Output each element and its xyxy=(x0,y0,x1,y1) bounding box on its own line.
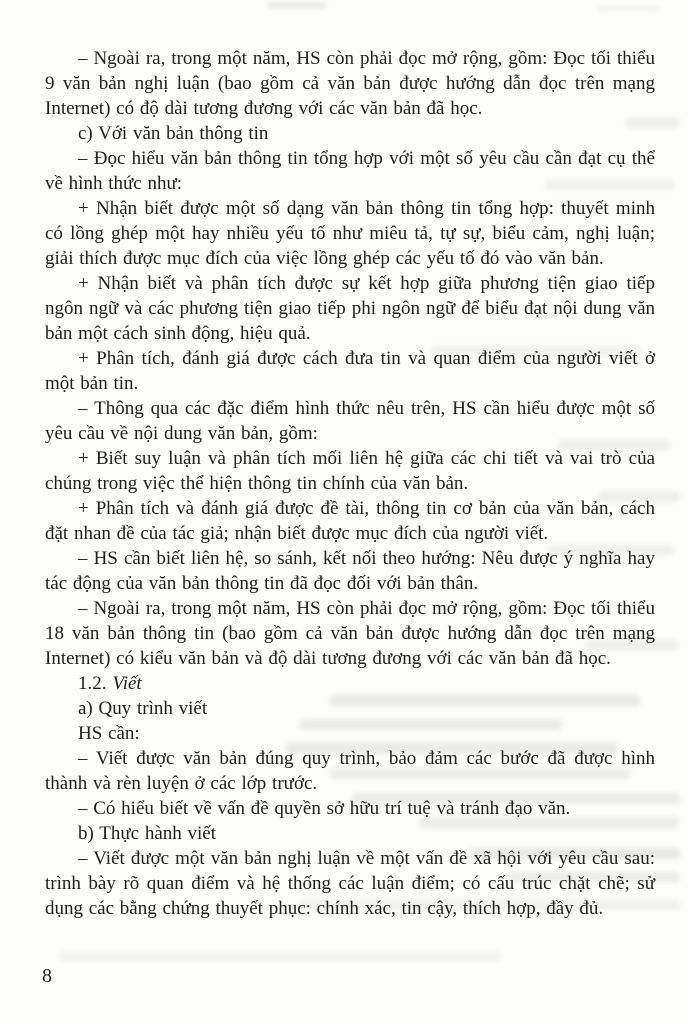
paragraph: – Ngoài ra, trong một năm, HS còn phải đọc mở rộng, gồm: Đọc tối thiểu 18 văn bản thông tin (bao gồm cả văn bản được hướng dẫn đọc trên mạng Internet) có kiểu văn bản và độ dài tương đương với các văn bản đã học. xyxy=(45,598,655,669)
list-heading-b: b) Thực hành viết xyxy=(78,823,216,844)
section-heading xyxy=(45,671,655,696)
list-heading-a: a) Quy trình viết xyxy=(78,698,208,719)
paragraph: + Phân tích và đánh giá được đề tài, thông tin cơ bản của văn bản, cách đặt nhan đề của tác giả; nhận biết được mục đích của người viết. xyxy=(45,498,655,544)
page-number: 8 xyxy=(42,965,52,987)
paragraph: – Viết được văn bản đúng quy trình, bảo đảm các bước đã được hình thành và rèn luyện ở các lớp trước. xyxy=(45,748,655,794)
section-title: Viết xyxy=(112,673,142,694)
paragraph: + Nhận biết được một số dạng văn bản thông tin tổng hợp: thuyết minh có lồng ghép một hay nhiều yếu tố như miêu tả, tự sự, biểu cảm, nghị luận; giải thích được mục đích của việc lồng ghép các yếu tố đó vào văn bản. xyxy=(45,198,655,269)
paragraph: HS cần: xyxy=(78,723,140,744)
paragraph: – Viết được một văn bản nghị luận về một vấn đề xã hội với yêu cầu sau: trình bày rõ quan điểm và hệ thống các luận điểm; có cấu trúc chặt chẽ; sử dụng các bằng chứng thuyết phục: chính xác, tin cậy, thích hợp, đầy đủ. xyxy=(45,848,655,919)
section-number: 1.2. xyxy=(78,673,107,694)
paragraph: – Thông qua các đặc điểm hình thức nêu trên, HS cần hiểu được một số yêu cầu về nội dung văn bản, gồm: xyxy=(45,398,655,444)
paragraph: + Nhận biết và phân tích được sự kết hợp giữa phương tiện giao tiếp ngôn ngữ và các phương tiện giao tiếp phi ngôn ngữ để biểu đạt nội dung văn bản một cách sinh động, hiệu quả. xyxy=(45,273,655,344)
paragraph: – Đọc hiểu văn bản thông tin tổng hợp với một số yêu cầu cần đạt cụ thể về hình thức như: xyxy=(45,148,655,194)
paragraph: – HS cần biết liên hệ, so sánh, kết nối theo hướng: Nêu được ý nghĩa hay tác động của văn bản thông tin đã đọc đối với bản thân. xyxy=(45,548,655,594)
list-heading-c: c) Với văn bản thông tin xyxy=(78,123,269,144)
paragraph: – Ngoài ra, trong một năm, HS còn phải đọc mở rộng, gồm: Đọc tối thiểu 9 văn bản nghị luận (bao gồm cả văn bản được hướng dẫn đọc trên mạng Internet) có độ dài tương đương với các văn bản đã học. xyxy=(45,48,655,119)
paragraph: – Có hiểu biết về vấn đề quyền sở hữu trí tuệ và tránh đạo văn. xyxy=(78,798,571,819)
paragraph: + Biết suy luận và phân tích mối liên hệ giữa các chi tiết và vai trò của chúng trong việc thể hiện thông tin chính của văn bản. xyxy=(45,448,655,494)
paragraph: + Phân tích, đánh giá được cách đưa tin và quan điểm của người viết ở một bản tin. xyxy=(45,348,655,394)
